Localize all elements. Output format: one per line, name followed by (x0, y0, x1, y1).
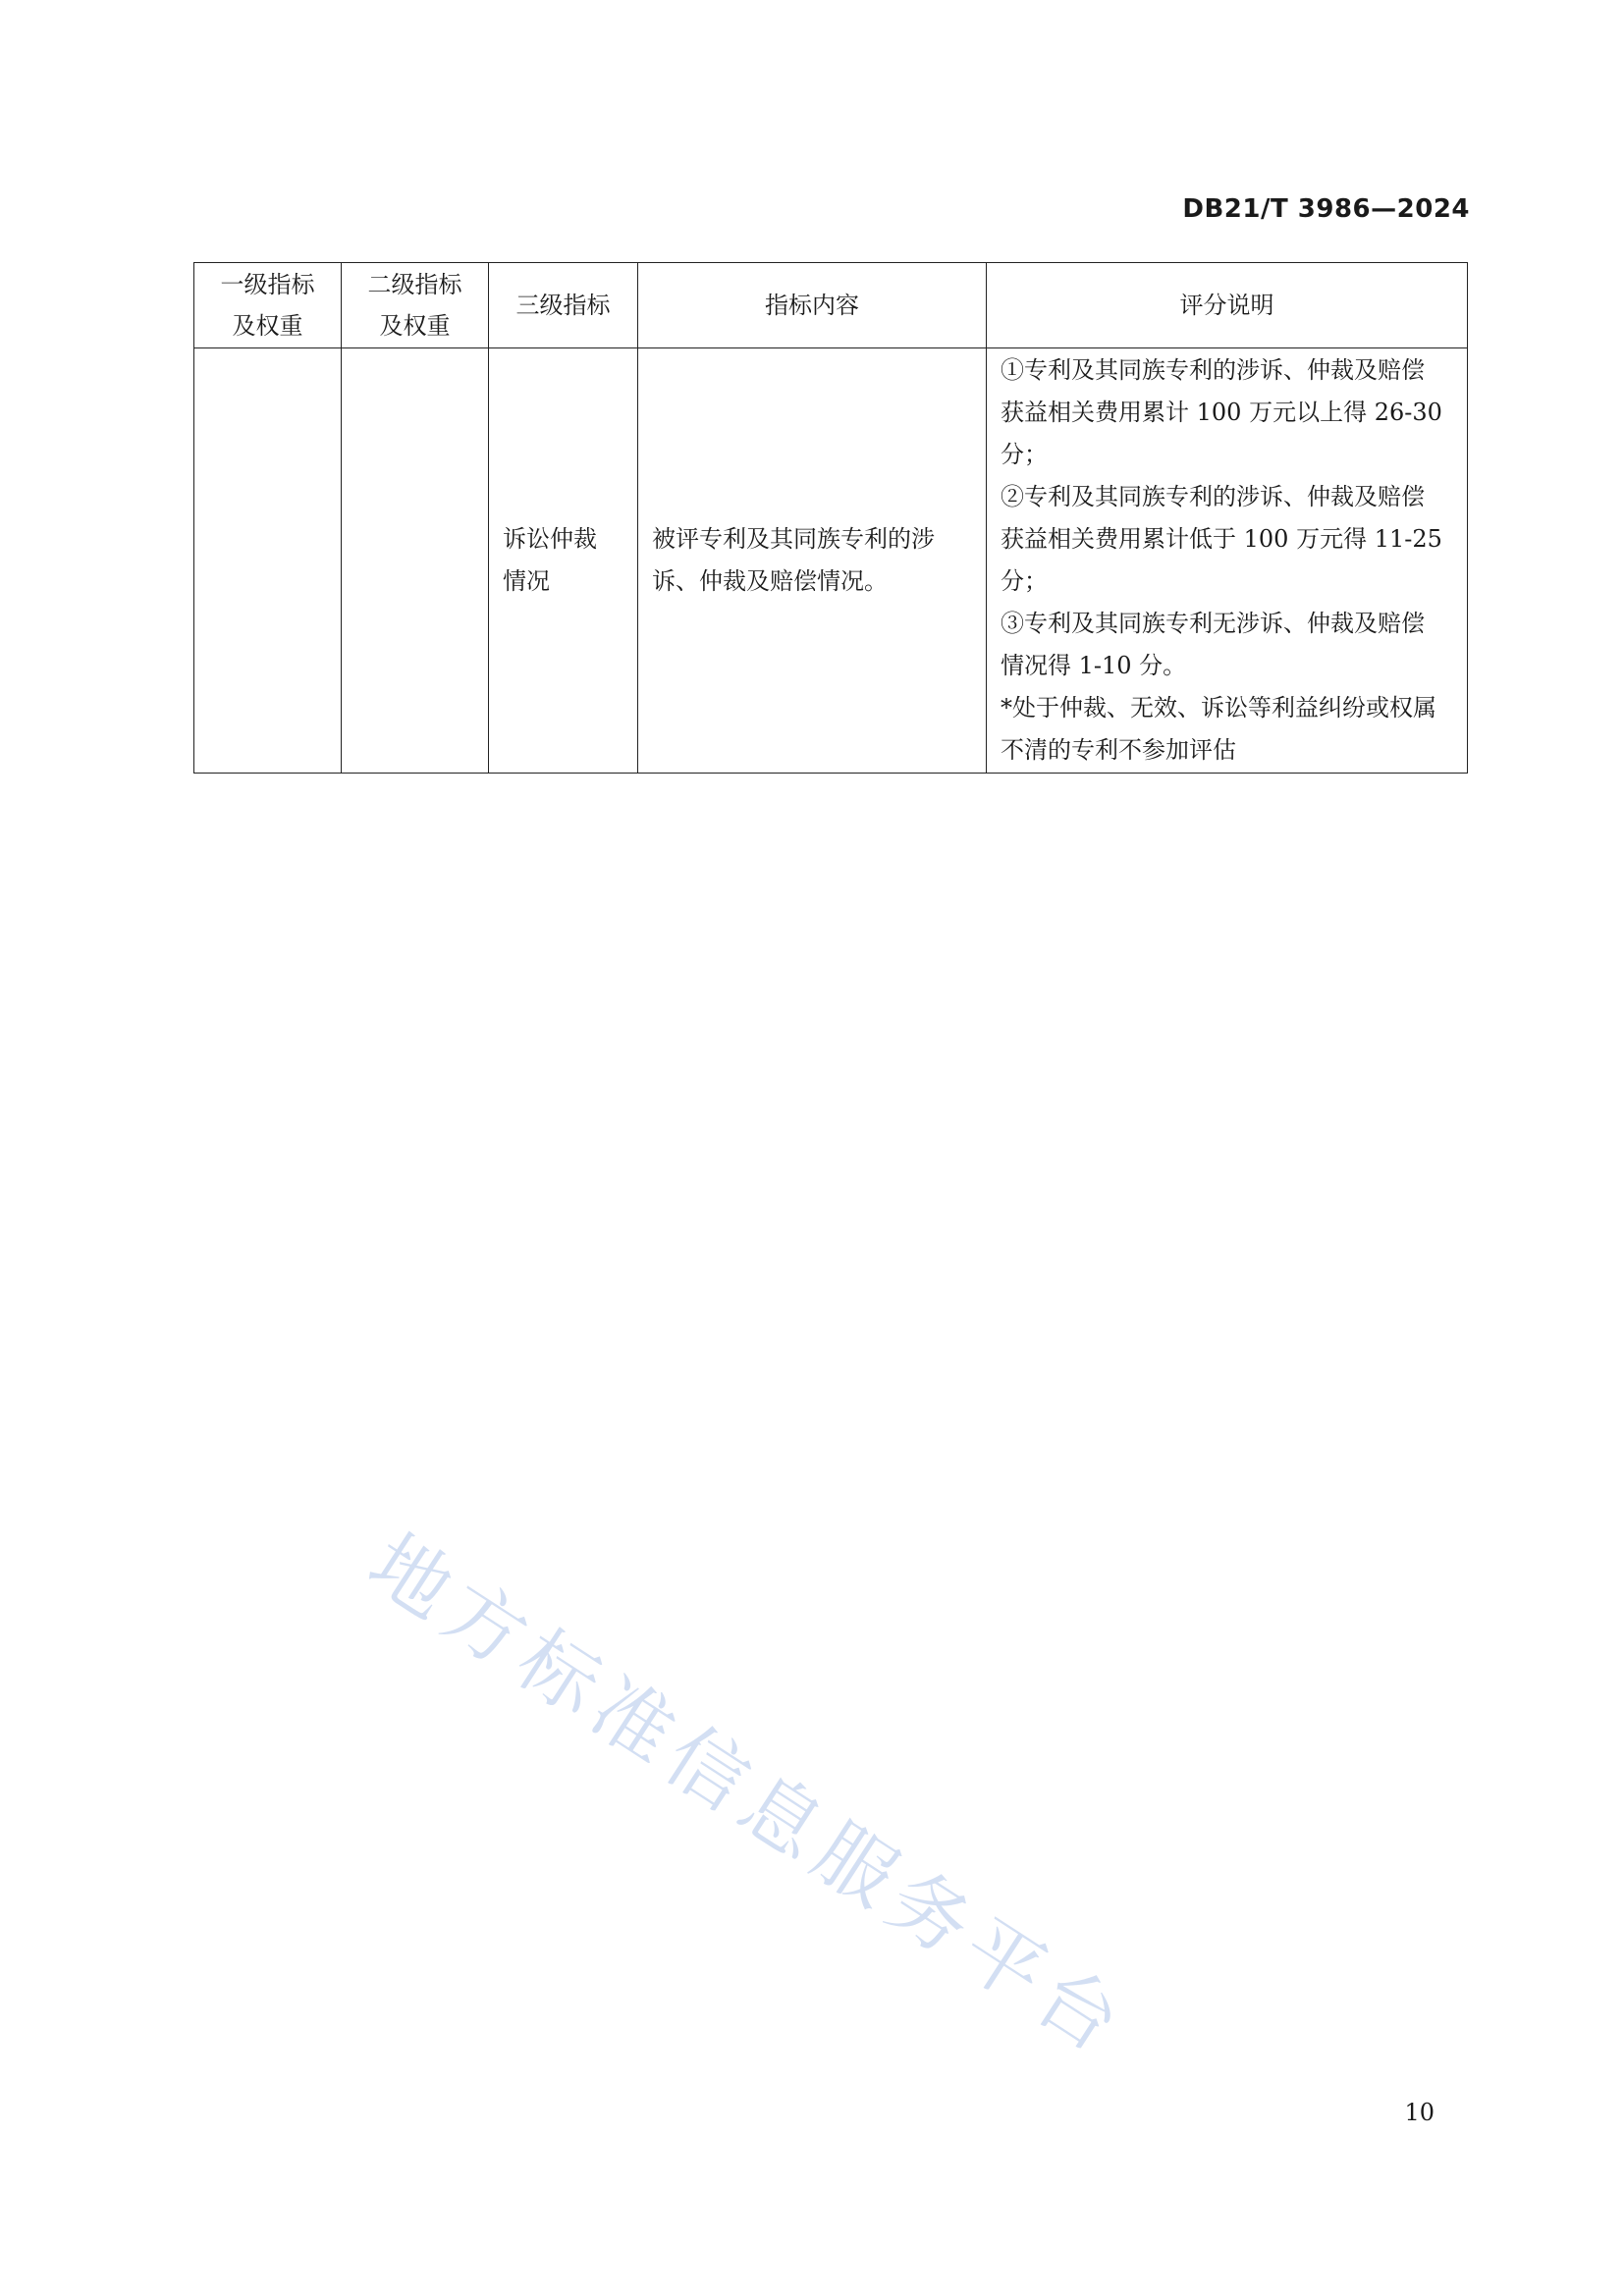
table-header-row (194, 263, 1468, 348)
watermark: 地方标准信息服务平台 (352, 1517, 1145, 2075)
score-line: 获益相关费用累计低于 100 万元得 11-25 (1001, 525, 1442, 553)
header-level1: 一级指标 及权重 (194, 263, 342, 348)
header-level3: 三级指标 (489, 263, 638, 348)
document-code: DB21/T 3986—2024 (1182, 194, 1470, 224)
header-content: 指标内容 (638, 263, 987, 348)
cell-level1 (194, 348, 342, 774)
page-number: 10 (1404, 2099, 1435, 2126)
score-line: 获益相关费用累计 100 万元以上得 26-30 (1001, 399, 1442, 426)
cell-content: 被评专利及其同族专利的涉 诉、仲裁及赔偿情况。 (638, 348, 987, 774)
cell-scoring (987, 348, 1468, 774)
score-line: 分； (1001, 441, 1048, 468)
score-line: 分； (1001, 567, 1048, 595)
header-level2: 二级指标 及权重 (342, 263, 489, 348)
score-line: 不清的专利不参加评估 (1001, 736, 1236, 764)
score-line: 情况得 1-10 分。 (1001, 652, 1187, 679)
score-line: ②专利及其同族专利的涉诉、仲裁及赔偿 (1001, 483, 1425, 510)
score-line: *处于仲裁、无效、诉讼等利益纠纷或权属 (1001, 694, 1436, 721)
cell-level2 (342, 348, 489, 774)
evaluation-index-table (193, 262, 1468, 774)
score-line: ③专利及其同族专利无涉诉、仲裁及赔偿 (1001, 610, 1425, 637)
table-row (194, 348, 1468, 774)
cell-level3: 诉讼仲裁 情况 (489, 348, 638, 774)
score-line: ①专利及其同族专利的涉诉、仲裁及赔偿 (1001, 356, 1425, 384)
header-scoring: 评分说明 (987, 263, 1468, 348)
